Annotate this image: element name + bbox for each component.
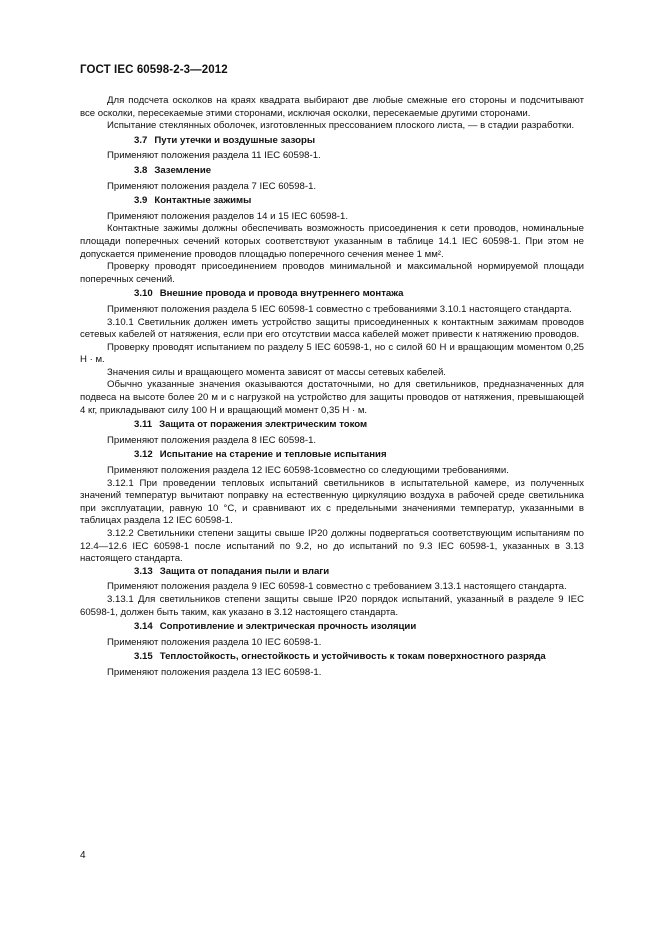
section-title: Заземление bbox=[154, 164, 212, 176]
section-title: Пути утечки и воздушные зазоры bbox=[154, 134, 316, 146]
section-number: 3.7 bbox=[134, 134, 148, 146]
section-number: 3.9 bbox=[134, 195, 148, 207]
section-heading-3-13 bbox=[80, 566, 584, 579]
paragraph: Применяют положения разделов 14 и 15 IEC 60598-1. bbox=[107, 210, 348, 222]
paragraph: Применяют положения раздела 5 IEC 60598-1 совместно с требованиями 3.10.1 настоящего стандарта. bbox=[107, 303, 572, 315]
paragraph: Испытание стеклянных оболочек, изготовленных прессованием плоского листа, — в стадии разработки. bbox=[107, 120, 575, 132]
section-heading-3-7 bbox=[80, 135, 584, 148]
section-heading-3-14 bbox=[80, 621, 584, 634]
paragraph: Проверку проводят присоединением проводов минимальной и максимальной нормируемой площади поперечных сечений. bbox=[80, 261, 584, 285]
page-number: 4 bbox=[80, 850, 86, 861]
paragraph: 3.10.1 Светильник должен иметь устройство защиты присоединенных к контактным зажимам проводов сетевых кабелей от натяжения, если при его отсутствии масса кабелей может привести к натяжению проводов. bbox=[80, 316, 584, 341]
document-body bbox=[80, 95, 584, 680]
paragraph: 3.12.1 При проведении тепловых испытаний светильников в испытательной камере, из полученных значений температур вычитают поправку на естественную циркуляцию воздуха в рабочей среде светильника при эксплуатации, равную 10 °С, и сравнивают их с предельными значениями температур, указанными в таблицах раздела 12 IEC 60598-1. bbox=[80, 477, 584, 527]
section-number: 3.8 bbox=[134, 164, 148, 176]
paragraph: Обычно указанные значения оказываются достаточными, но для светильников, предназначенных для подвеса на высоте более 20 м и с нагрузкой на устройство для защиты проводов от натяжения, превышающей 4 кг, прикладывают силу 100 Н и вращающий момент 0,35 Н · м. bbox=[80, 379, 584, 416]
section-heading-3-12 bbox=[80, 449, 584, 462]
paragraph: 3.12.2 Светильники степени защиты свыше IP20 должны подвергаться соответствующим испытаниям по 12.4—12.6 IEC 60598-1 после испытаний по 9.2, но до испытаний по 9.3 IEC 60598-1, указанных в 3.13 настоящего стандарта. bbox=[80, 528, 584, 565]
section-heading-3-9 bbox=[80, 195, 584, 208]
section-title: Сопротивление и электрическая прочность изоляции bbox=[159, 621, 417, 633]
section-title: Контактные зажимы bbox=[154, 195, 252, 207]
section-heading-3-15 bbox=[80, 651, 584, 664]
paragraph: Значения силы и вращающего момента зависят от массы сетевых кабелей. bbox=[107, 366, 446, 378]
section-number: 3.14 bbox=[134, 621, 153, 633]
section-title: Защита от попадания пыли и влаги bbox=[159, 565, 330, 577]
paragraph: Применяют положения раздела 13 IEC 60598-1. bbox=[107, 666, 322, 678]
paragraph: Проверку проводят испытанием по разделу 5 IEC 60598-1, но с силой 60 Н и вращающим моментом 0,25 Н · м. bbox=[80, 341, 584, 366]
paragraph: 3.13.1 Для светильников степени защиты свыше IP20 порядок испытаний, указанный в разделе 9 IEC 60598-1, должен быть таким, как указано в 3.12 настоящего стандарта. bbox=[80, 593, 584, 618]
paragraph: Применяют положения раздела 10 IEC 60598-1. bbox=[107, 636, 322, 648]
document-header: ГОСТ IEC 60598-2-3—2012 bbox=[80, 64, 228, 76]
paragraph: Применяют положения раздела 11 IEC 60598-1. bbox=[107, 150, 321, 162]
section-heading-3-10 bbox=[80, 288, 584, 301]
paragraph: Для подсчета осколков на краях квадрата выбирают две любые смежные его стороны и подсчитывают все осколки, пересекаемые этими сторонами, исключая осколки, пересекаемые другими сторонами. bbox=[80, 95, 584, 119]
paragraph: Контактные зажимы должны обеспечивать возможность присоединения к сети проводов, номинальные площади поперечных сечений которых соответствуют указанным в таблице 14.1 IEC 60598-1. При этом не допускается применение проводов площадью поперечного сечения менее 1 мм². bbox=[80, 223, 584, 260]
section-number: 3.13 bbox=[134, 565, 153, 577]
paragraph: Применяют положения раздела 8 IEC 60598-1. bbox=[107, 434, 317, 446]
section-number: 3.11 bbox=[134, 419, 153, 431]
section-number: 3.10 bbox=[134, 288, 153, 300]
paragraph: Применяют положения раздела 7 IEC 60598-1. bbox=[107, 180, 317, 192]
section-number: 3.12 bbox=[134, 449, 153, 461]
section-heading-3-11 bbox=[80, 419, 584, 432]
paragraph: Применяют положения раздела 12 IEC 60598-1совместно со следующими требованиями. bbox=[107, 465, 509, 477]
section-title: Защита от поражения электрическим током bbox=[159, 419, 368, 431]
paragraph: Применяют положения раздела 9 IEC 60598-1 совместно с требованием 3.13.1 настоящего стандарта. bbox=[107, 581, 567, 593]
section-title: Внешние провода и провода внутреннего монтажа bbox=[159, 288, 404, 300]
section-number: 3.15 bbox=[134, 651, 153, 663]
section-title: Испытание на старение и тепловые испытания bbox=[159, 449, 387, 461]
section-title: Теплостойкость, огнестойкость и устойчивость к токам поверхностного разряда bbox=[159, 651, 546, 663]
section-heading-3-8 bbox=[80, 165, 584, 178]
